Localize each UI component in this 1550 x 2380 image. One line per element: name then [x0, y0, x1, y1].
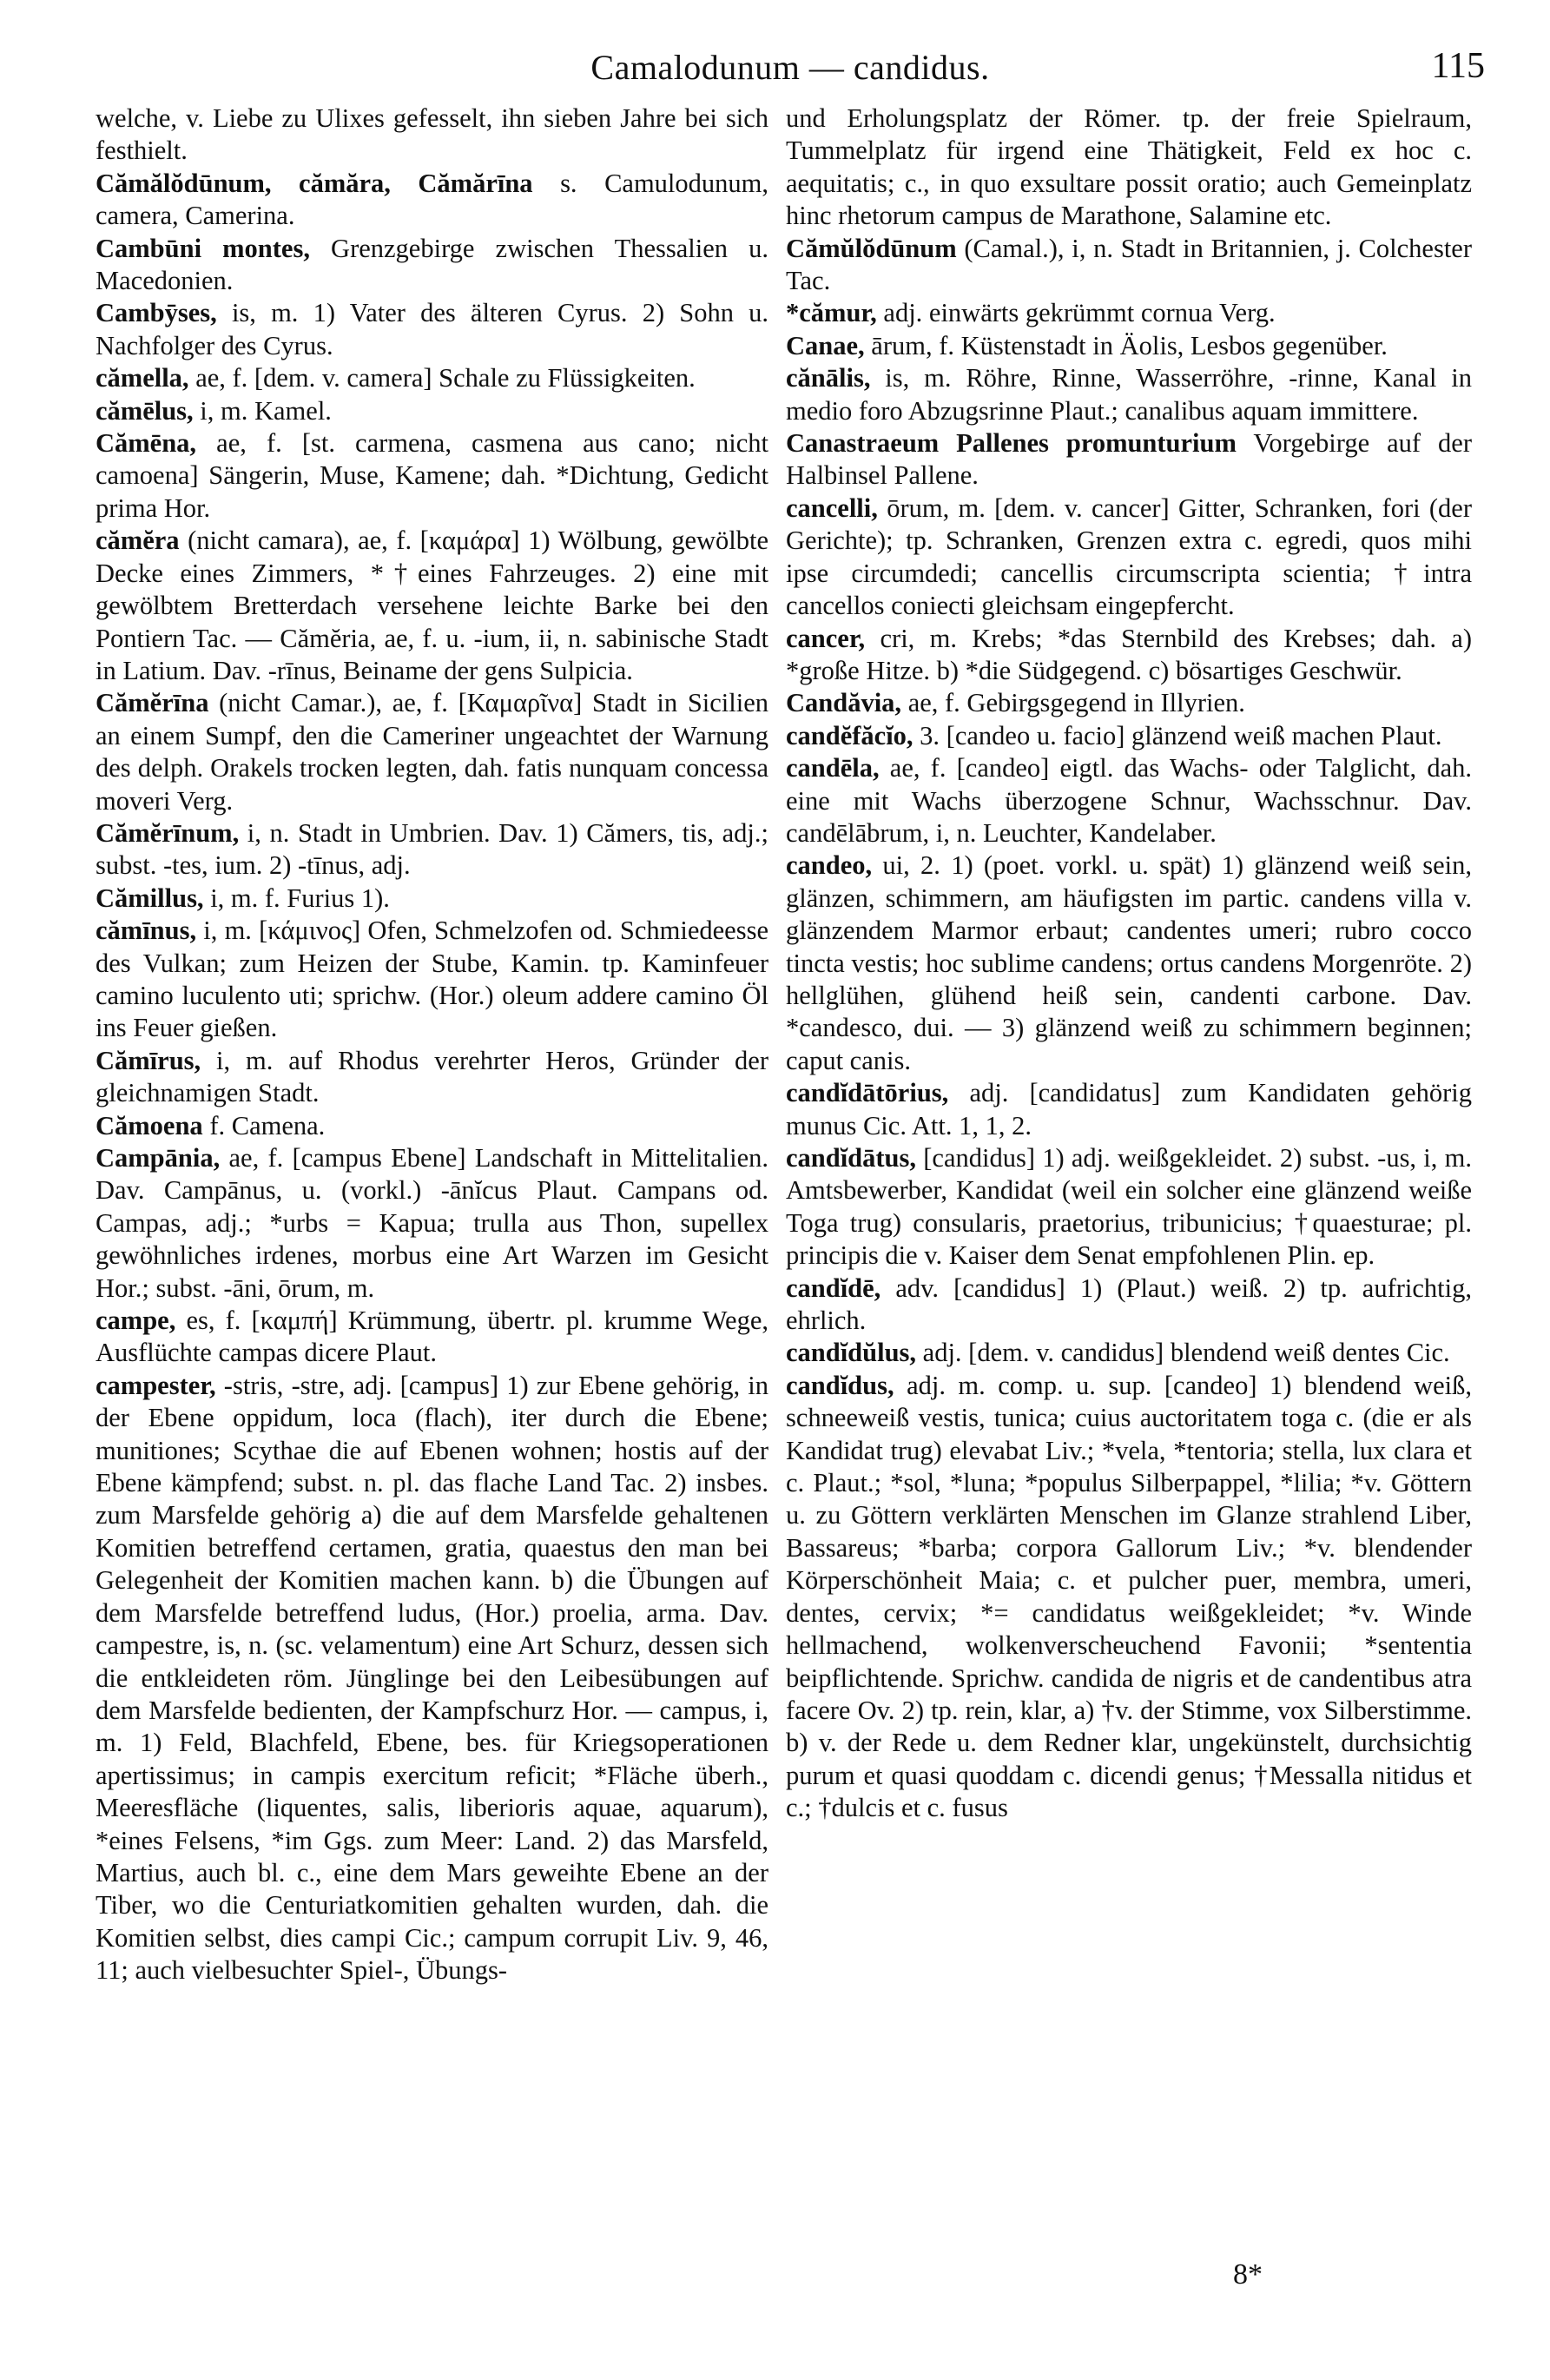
dictionary-entry: [786, 1370, 1472, 1825]
dictionary-entry: [786, 330, 1472, 362]
dictionary-entry: [96, 1370, 768, 1987]
entry-text: i, n. Stadt in Umbrien. Dav. 1) Cămers, tis, adj.; subst. -tes, ium. 2) -tīnus, adj.: [96, 817, 768, 881]
dictionary-entry: [786, 102, 1472, 233]
entry-text: cri, m. Krebs; *das Sternbild des Krebses; dah. a) *große Hitze. b) *die Südgegend. c) bösartiges Geschwür.: [786, 623, 1472, 685]
entry-lemma: Cămīrus,: [96, 1045, 201, 1075]
entry-text: 3. [candeo u. facio] glänzend weiß machen Plaut.: [913, 720, 1442, 750]
entry-text: ui, 2. 1) (poet. vorkl. u. spät) 1) glänzend weiß sein, glänzen, schimmern, am häufigsten im partic. candens villa v. glänzendem Marmor erbaut; candentes umeri; rubro cocco tincta vestis; hoc sublime candens; ortus candens Morgenröte. 2) hellglühen, glühend heiß sein, candenti carbone. Dav. *candesco, dui. — 3) glänzend weiß zu schimmern beginnen; caput canis.: [786, 850, 1472, 1075]
entry-lemma: cămēlus,: [96, 395, 194, 426]
right-column: [786, 102, 1472, 1825]
entry-lemma: Cambūni montes,: [96, 233, 310, 263]
dictionary-entry: [786, 850, 1472, 1077]
signature-mark: 8*: [1233, 2258, 1263, 2291]
entry-lemma: campester,: [96, 1370, 216, 1400]
entry-lemma: cănālis,: [786, 363, 871, 393]
entry-text: ae, f. [dem. v. camera] Schale zu Flüssigkeiten.: [188, 363, 696, 393]
entry-lemma: candēla,: [786, 753, 880, 783]
dictionary-entry: [786, 362, 1472, 427]
entry-lemma: cancelli,: [786, 493, 878, 523]
dictionary-entry: [96, 233, 768, 298]
entry-text: adj. [candidatus] zum Kandidaten gehörig munus Cic. Att. 1, 1, 2.: [786, 1078, 1472, 1140]
entry-lemma: Cămĕrīnum,: [96, 817, 240, 848]
entry-lemma: Canae,: [786, 330, 865, 360]
dictionary-entry: [96, 1142, 768, 1305]
entry-text: (nicht camara), ae, f. [καμάρα] 1) Wölbung, gewölbte Decke eines Zimmers, *†eines Fahrzeuges. 2) eine mit gewölbtem Bretterdach versehene leichte Barke bei den Pontiern Tac. — Cămĕria, ae, f. u. -ium, ii, n. sabinische Stadt in Latium. Dav. -rīnus, Beiname der gens Sulpicia.: [96, 526, 768, 685]
dictionary-entry: [786, 1337, 1472, 1369]
dictionary-entry: [786, 297, 1472, 329]
entry-lemma: *cămur,: [786, 298, 877, 328]
dictionary-entry: [786, 233, 1472, 298]
entry-text: [candidus] 1) adj. weißgekleidet. 2) subst. -us, i, m. Amtsbewerber, Kandidat (weil ein solcher eine glänzend weiße Toga trug) consularis, praetorius, tribunicius; †quaesturae; pl. principis die v. Kaiser dem Senat empfohlenen Plin. ep.: [786, 1143, 1472, 1271]
entry-lemma: candĭdŭlus,: [786, 1338, 917, 1368]
dictionary-entry: [96, 297, 768, 362]
entry-text: ae, f. Gebirgsgegend in Illyrien.: [901, 688, 1245, 718]
entry-lemma: cămĕra: [96, 526, 180, 556]
dictionary-entry: [96, 427, 768, 525]
running-head: Camalodunum — candidus.: [590, 48, 990, 87]
entry-text: is, m. 1) Vater des älteren Cyrus. 2) Sohn u. Nachfolger des Cyrus.: [96, 298, 768, 360]
page-number: 115: [1431, 46, 1485, 86]
dictionary-entry: [96, 102, 768, 168]
dictionary-entry: [786, 1142, 1472, 1273]
entry-lemma: cămīnus,: [96, 916, 197, 946]
entry-text: adj. m. comp. u. sup. [candeo] 1) blendend weiß, schneeweiß vestis, tunica; cuius auctoritatem toga c. (die er als Kandidat trug) elevabat Liv.; *vela, *tentoria; stella, lux clara et c. Plaut.; *sol, *luna; *populus Silberpappel, *lilia; *v. Göttern u. zu Göttern verklärten Menschen im Glanze strahlend Liber, Bassareus; *barba; corpora Gallorum Liv.; *v. blendender Körperschönheit Maia; c. et pulcher puer, membra, umeri, dentes, cervix; *= candidatus weißgekleidet; *v. Winde hellmachend, wolkenverscheuchend Favonii; *sententia beipflichtende. Sprichw. candida de nigris et de candentibus atra facere Ov. 2) tp. rein, klar, a) †v. der Stimme, vox Silberstimme. b) v. der Rede u. dem Redner klar, ungekünstelt, durchsichtig purum et quasi quoddam c. dicendi genus; †Messalla nitidus et c.; †dulcis et c. fusus: [786, 1370, 1472, 1823]
dictionary-entry: [96, 168, 768, 233]
entry-lemma: Canastraeum Pallenes promunturium: [786, 428, 1237, 459]
dictionary-entry: [786, 752, 1472, 850]
page-header: [96, 38, 1485, 90]
entry-text: is, m. Röhre, Rinne, Wasserröhre, -rinne, Kanal in medio foro Abzugsrinne Plaut.; canalibus aquam immittere.: [786, 363, 1472, 426]
entry-text: -stris, -stre, adj. [campus] 1) zur Ebene gehörig, in der Ebene oppidum, loca (flach), iter durch die Ebene; munitiones; Scythae die auf Ebenen wohnen; hostis auf der Ebene kämpfend; subst. n. pl. das flache Land Tac. 2) insbes. zum Marsfelde gehörig a) die auf dem Marsfelde gehaltenen Komitien betreffend certamen, gratia, quaestus den man bei Gelegenheit der Komitien machen kann. b) die Übungen auf dem Marsfelde betreffend ludus, (Hor.) proelia, arma. Dav. campestre, is, n. (sc. velamentum) eine Art Schurz, dessen sich die entkleideten röm. Jünglinge bei den Leibesübungen auf dem Marsfelde bedienten, der Kampfschurz Hor. — campus, i, m. 1) Feld, Blachfeld, Ebene, bes. für Kriegsoperationen apertissimus; in campis exercitum reficit; *Fläche überh., Meeresfläche (liquentes, salis, liberioris aquae, aquarum), *eines Felsens, *im Ggs. zum Meer: Land. 2) das Marsfeld, Martius, auch bl. c., eine dem Mars geweihte Ebene an der Tiber, wo die Centuriatkomitien gehalten wurden, dah. die Komitien selbst, dies campi Cic.; campum corrupit Liv. 9, 46, 11; auch vielbesuchter Spiel-, Übungs-: [96, 1370, 768, 1986]
entry-lemma: candĭdus,: [786, 1370, 894, 1400]
entry-text: ōrum, m. [dem. v. cancer] Gitter, Schranken, fori (der Gerichte); tp. Schranken, Grenzen extra c. egredi, quos mihi ipse circumdedi; cancellis circumscripta scientia; †intra cancellos coniecti gleichsam eingepfercht.: [786, 493, 1472, 621]
entry-lemma: cămella,: [96, 363, 189, 393]
entry-text: Vorgebirge auf der Halbinsel Pallene.: [786, 428, 1472, 491]
entry-lemma: Cambȳses,: [96, 298, 217, 328]
entry-lemma: Cămŭlŏdūnum: [786, 233, 957, 263]
entry-lemma: campe,: [96, 1306, 176, 1336]
left-column: [96, 102, 768, 1987]
dictionary-entry: [786, 720, 1472, 752]
entry-lemma: candeo,: [786, 850, 873, 881]
dictionary-entry: [786, 623, 1472, 688]
dictionary-entry: [96, 362, 768, 394]
dictionary-entry: [786, 1077, 1472, 1142]
entry-text: (Camal.), i, n. Stadt in Britannien, j. Colchester Tac.: [786, 233, 1472, 296]
dictionary-entry: [96, 817, 768, 883]
entry-text: i, m. f. Furius 1).: [203, 883, 390, 913]
entry-text: ae, f. [st. carmena, casmena aus cano; nicht camoena] Sängerin, Muse, Kamene; dah. *Dichtung, Gedicht prima Hor.: [96, 428, 768, 523]
entry-lemma: candĕfăcĭo,: [786, 720, 914, 750]
entry-text: adj. [dem. v. candidus] blendend weiß dentes Cic.: [916, 1338, 1450, 1368]
entry-lemma: cancer,: [786, 623, 866, 653]
dictionary-entry: [96, 395, 768, 427]
entry-text: i, m. auf Rhodus verehrter Heros, Gründer der gleichnamigen Stadt.: [96, 1045, 768, 1108]
dictionary-entry: [96, 687, 768, 817]
entry-lemma: Cămoena: [96, 1110, 203, 1140]
entry-lemma: Cămillus,: [96, 883, 204, 913]
entry-text: ae, f. [candeo] eigtl. das Wachs- oder Talglicht, dah. eine mit Wachs überzogene Schnur, Wachsschnur. Dav. candēlābrum, i, n. Leuchter, Kandelaber.: [786, 753, 1472, 848]
entry-text: und Erholungsplatz der Römer. tp. der freie Spielraum, Tummelplatz für irgend eine Thätigkeit, Feld ex hoc c. aequitatis; c., in quo exsultare possit oratio; auch Gemeinplatz hinc rhetorum campus de Marathone, Salamine etc.: [786, 103, 1472, 231]
dictionary-entry: [786, 427, 1472, 493]
entry-text: i, m. [κάμινος] Ofen, Schmelzofen od. Schmiedeesse des Vulkan; zum Heizen der Stube, Kamin. tp. Kaminfeuer camino luculento uti; sprichw. (Hor.) oleum addere camino Öl ins Feuer gießen.: [96, 916, 768, 1043]
entry-text: ae, f. [campus Ebene] Landschaft in Mittelitalien. Dav. Campānus, u. (vorkl.) -ānĭcus Plaut. Campans od. Campas, adj.; *urbs = Kapua; trulla aus Thon, supellex gewöhnliches irdenes, morbus eine Art Warzen im Gesicht Hor.; subst. -āni, ōrum, m.: [96, 1143, 768, 1303]
entry-text: f. Camena.: [202, 1110, 326, 1140]
entry-lemma: Candăvia,: [786, 688, 902, 718]
dictionary-entry: [786, 493, 1472, 623]
dictionary-entry: [786, 687, 1472, 719]
entry-text: s. Camulodunum, camera, Camerina.: [96, 168, 768, 231]
entry-text: Grenzgebirge zwischen Thessalien u. Macedonien.: [96, 233, 768, 296]
dictionary-entry: [96, 883, 768, 915]
dictionary-entry: [96, 525, 768, 687]
entry-lemma: candĭdātus,: [786, 1143, 917, 1173]
entry-lemma: Cămălŏdūnum, cămăra, Cămărīna: [96, 168, 533, 198]
entry-lemma: candĭdātōrius,: [786, 1078, 949, 1108]
dictionary-entry: [96, 1110, 768, 1142]
entry-lemma: Campānia,: [96, 1143, 221, 1173]
dictionary-entry: [786, 1273, 1472, 1338]
entry-text: i, m. Kamel.: [193, 395, 332, 426]
entry-text: adj. einwärts gekrümmt cornua Verg.: [876, 298, 1276, 328]
entry-lemma: Cămĕrīna: [96, 688, 209, 718]
entry-lemma: candĭdē,: [786, 1273, 881, 1303]
dictionary-entry: [96, 1305, 768, 1370]
entry-text: (nicht Camar.), ae, f. [Καμαρῖνα] Stadt in Sicilien an einem Sumpf, den die Cameriner ungeachtet der Warnung des delph. Orakels trocken legten, dah. fatis nunquam concessa moveri Verg.: [96, 688, 768, 816]
dictionary-entry: [96, 915, 768, 1045]
entry-text: es, f. [καμπή] Krümmung, übertr. pl. krumme Wege, Ausflüchte campas dicere Plaut.: [96, 1306, 768, 1368]
entry-text: welche, v. Liebe zu Ulixes gefesselt, ihn sieben Jahre bei sich festhielt.: [96, 103, 768, 166]
entry-text: adv. [candidus] 1) (Plaut.) weiß. 2) tp. aufrichtig, ehrlich.: [786, 1273, 1472, 1336]
dictionary-entry: [96, 1045, 768, 1110]
entry-lemma: Cămēna,: [96, 428, 197, 459]
entry-text: ārum, f. Küstenstadt in Äolis, Lesbos gegenüber.: [864, 330, 1388, 360]
